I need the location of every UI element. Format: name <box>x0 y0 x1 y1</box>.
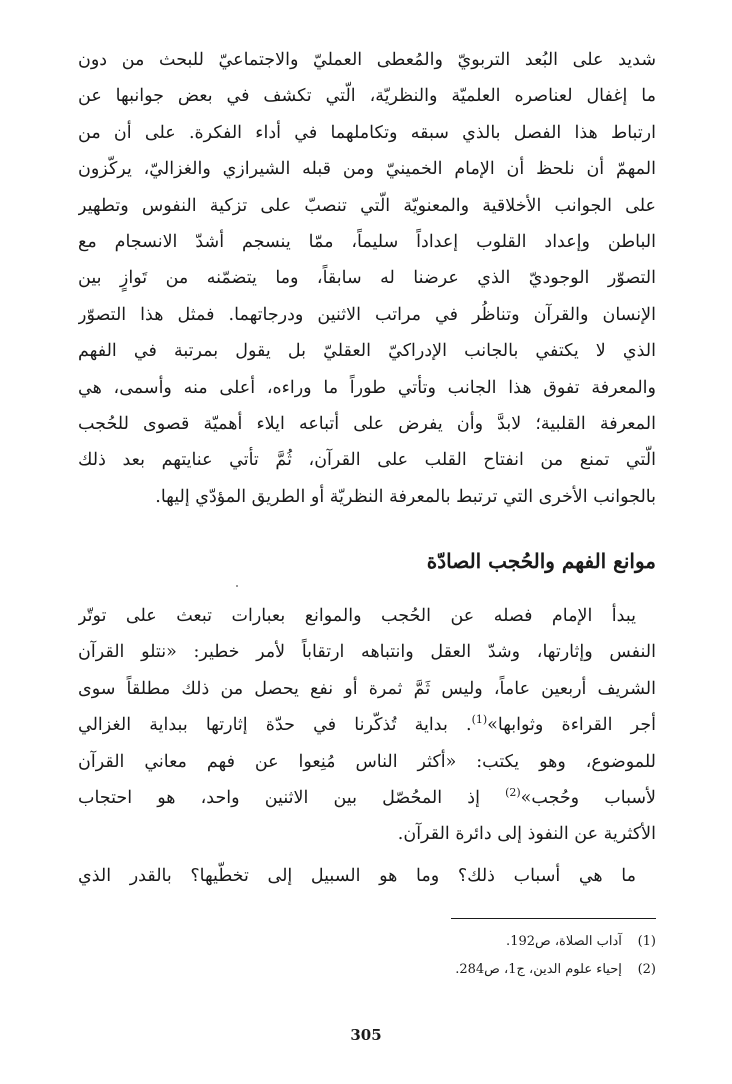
text-line: الذي لا يكتفي بالجانب الإدراكيّ العقليّ بل يقول بمرتبة في الفهم <box>78 341 656 362</box>
paragraph <box>78 858 656 894</box>
text-line: الأكثرية عن النفوذ إلى دائرة القرآن. <box>397 824 656 845</box>
text-line: الباطن وإعداد القلوب إعداداً سليماً، ممّا ينسجم أشدّ الانسجام مع <box>78 231 656 252</box>
section-heading: موانع الفهم والحُجب الصادّة <box>426 549 656 573</box>
text-line: والمعرفة تفوق هذا الجانب وتأتي طوراً ما وراءه، أعلى منه وأسمى، هي <box>78 377 656 398</box>
text-line: شديد على البُعد التربويّ والمُعطى العمليّ والاجتماعيّ للبحث من دون <box>78 50 656 70</box>
quote-end: أجر القراءة وثوابها» <box>487 715 656 736</box>
text-line: الشريف أربعين عاماً، وليس ثَمَّ ثمرة أو نفع يحصل من ذلك مطلقاً سوى <box>78 678 656 699</box>
text-line: المهمّ أن نلحظ أن الإمام الخمينيّ ومن قبله الشيرازي والغزاليّ، يركّزون <box>78 159 656 180</box>
text-line: الّتي تمنع من انفتاح القلب على القرآن، ثُمَّ تأتي عنايتهم بعد ذلك <box>78 450 656 471</box>
text-line: ما هي أسباب ذلك؟ وما هو السبيل إلى تخطّيها؟ بالقدر الذي <box>78 866 636 886</box>
text-line <box>78 780 656 816</box>
text-segment: . بداية تُذكّرنا في حدّة إثارتها ببداية الغزالي <box>78 715 472 736</box>
text-line: بالجوانب الأخرى التي ترتبط بالمعرفة النظريّة أو الطريق المؤدّي إليها. <box>155 486 656 507</box>
footnote-number: (2) <box>637 962 656 977</box>
text-line: المعرفة القلبية؛ لابدَّ وأن يفرض على أتباعه ايلاء أهميّة قصوى للحُجب <box>78 413 656 434</box>
quote-end: لأسباب وحُجب» <box>520 787 656 808</box>
footnote-text: إحياء علوم الدين، ج1، ص284. <box>455 962 622 977</box>
text-line: ما إغفال لعناصره العلميّة والنظريّة، الّتي تكشف في بعض جوانبها عن <box>78 86 656 107</box>
footnote-ref[interactable]: (2) <box>505 786 521 800</box>
footnote-text: آداب الصلاة، ص192. <box>506 934 622 949</box>
text-line: على الجوانب الأخلاقية والمعنويّة الّتي تنصبّ على تزكية النفوس وتطهير <box>78 195 656 216</box>
text-line: التصوّر الوجوديّ الذي عرضنا له سابقاً، وما يتضمّنه من تَوازٍ بين <box>78 268 656 289</box>
footnote-ref[interactable]: (1) <box>471 713 488 727</box>
footnote-item <box>78 928 656 956</box>
text-line: الإنسان والقرآن وتناظُر في مراتب الاثنين ودرجاتهما. فمثل هذا التصوّر <box>78 304 656 325</box>
footnote-item <box>78 956 656 984</box>
footnote-separator <box>451 918 656 919</box>
text-segment: إذ المحُصّل بين الاثنين واحد، هو احتجاب <box>78 787 506 808</box>
text-line: ارتباط هذا الفصل بالذي سبقه وتكاملهما في أداء الفكرة. على أن من <box>78 122 656 143</box>
text-line: يبدأ الإمام فصله عن الحُجب والموانع بعبارات تبعث على توتّر <box>78 606 636 626</box>
text-line <box>78 707 656 743</box>
footnotes <box>78 928 656 984</box>
text-line: للموضوع، وهو يكتب: «أكثر الناس مُنِعوا عن فهم معاني القرآن <box>78 751 656 772</box>
stray-dot <box>236 585 238 587</box>
paragraph <box>78 598 656 853</box>
paragraph-continued <box>78 42 656 515</box>
footnote-number: (1) <box>637 934 656 949</box>
text-line: النفس وإثارتها، وشدّ العقل وانتباهه ارتقاباً لأمر خطير: «نتلو القرآن <box>78 642 656 663</box>
page-number: 305 <box>350 1026 382 1044</box>
